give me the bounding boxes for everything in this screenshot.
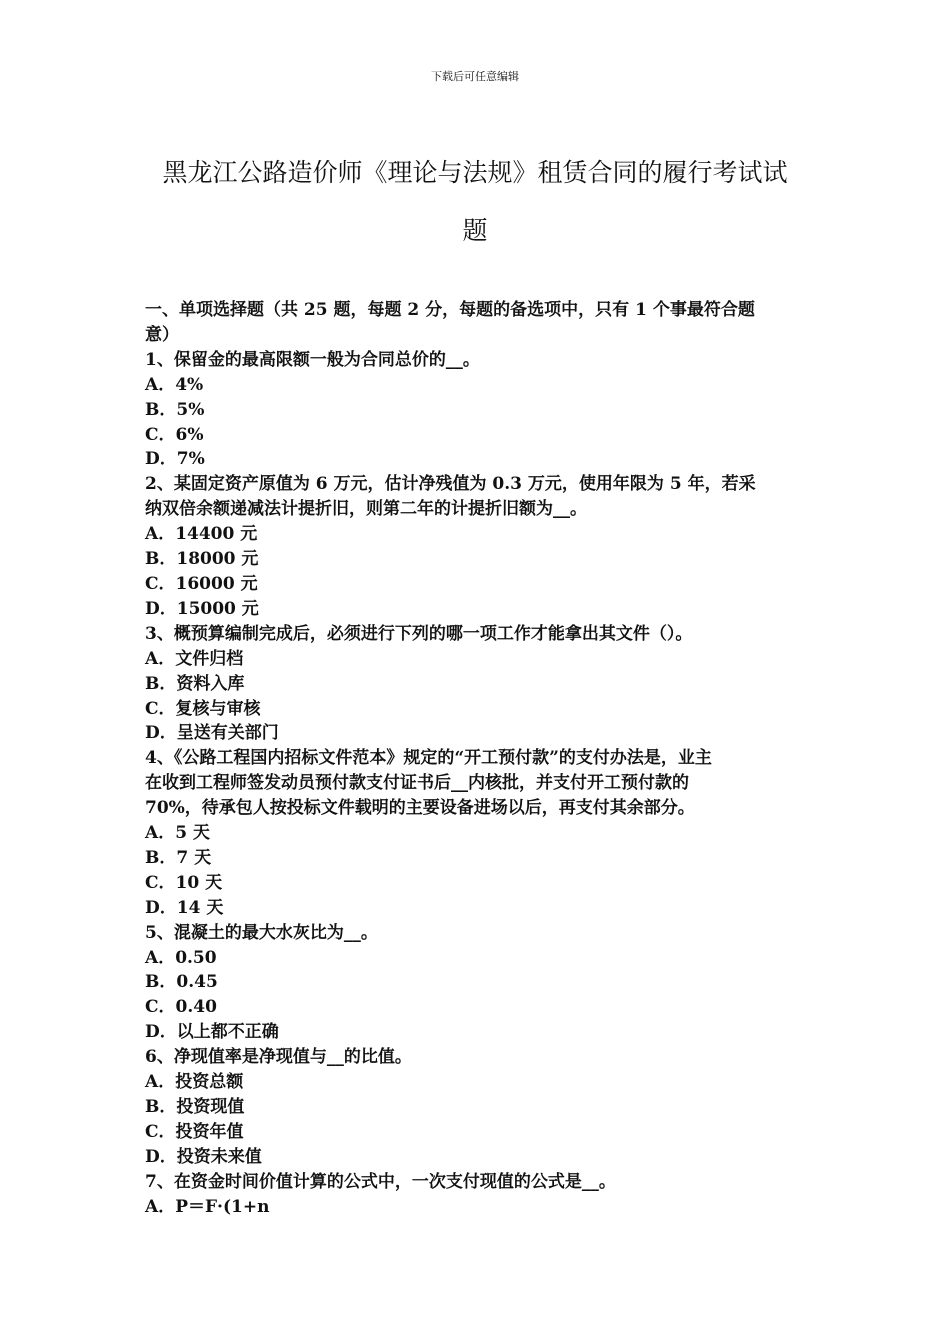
- q6-option-b: B．投资现值: [145, 1097, 245, 1117]
- q4-option-b: B．7 天: [145, 847, 212, 868]
- q6-option-c: C．投资年值: [145, 1121, 244, 1142]
- q1-option-d: D．7%: [145, 449, 205, 470]
- title-line-1: 黑龙江公路造价师《理论与法规》租赁合同的履行考试试: [162, 158, 788, 187]
- question-7: 7、在资金时间价值计算的公式中，一次支付现值的公式是__。: [145, 1171, 616, 1192]
- q3-option-b: B．资料入库: [145, 673, 245, 694]
- question-1: 1、保留金的最高限额一般为合同总价的__。: [145, 349, 480, 370]
- question-4-line-3: 70%，待承包人按投标文件载明的主要设备进场以后，再支付其余部分。: [145, 798, 695, 819]
- q7-option-a: A．P＝F·(1+n: [145, 1196, 270, 1217]
- question-4-line-2: 在收到工程师签发动员预付款支付证书后__内核批，并支付开工预付款的: [145, 773, 689, 794]
- q2-option-b: B．18000 元: [145, 549, 259, 570]
- q4-option-a: A．5 天: [145, 823, 210, 844]
- q4-option-c: C．10 天: [145, 872, 223, 893]
- title-line-2: 题: [462, 216, 488, 245]
- q5-option-b: B．0.45: [145, 972, 218, 993]
- q1-option-c: C．6%: [145, 424, 204, 445]
- q1-option-b: B．5%: [145, 399, 205, 420]
- q5-option-a: A．0.50: [145, 947, 217, 968]
- section-heading-line-1: 一、单项选择题（共 25 题，每题 2 分，每题的备选项中，只有 1 个事最符合题: [145, 300, 755, 320]
- header-note: 下载后可任意编辑: [431, 70, 519, 83]
- q2-option-a: A．14400 元: [145, 524, 258, 545]
- q3-option-a: A．文件归档: [145, 648, 244, 669]
- q6-option-d: D．投资未来值: [145, 1146, 262, 1167]
- question-3: 3、概预算编制完成后，必须进行下列的哪一项工作才能拿出其文件（）。: [145, 623, 693, 644]
- question-2-line-1: 2、某固定资产原值为 6 万元，估计净残值为 0.3 万元，使用年限为 5 年，若采: [145, 474, 756, 495]
- q2-option-d: D．15000 元: [145, 598, 259, 619]
- q2-option-c: C．16000 元: [145, 573, 258, 594]
- document-title: [140, 144, 810, 260]
- section-heading-line-2: 意）: [145, 324, 179, 345]
- q4-option-d: D．14 天: [145, 897, 224, 918]
- q6-option-a: A．投资总额: [145, 1072, 244, 1093]
- question-6: 6、净现值率是净现值与__的比值。: [145, 1047, 412, 1068]
- question-4-line-1: 4、《公路工程国内招标文件范本》规定的“开工预付款”的支付办法是，业主: [145, 748, 712, 769]
- q5-option-c: C．0.40: [145, 997, 217, 1018]
- q1-option-a: A．4%: [145, 374, 204, 395]
- q3-option-d: D．呈送有关部门: [145, 723, 279, 744]
- q3-option-c: C．复核与审核: [145, 698, 261, 719]
- q5-option-d: D．以上都不正确: [145, 1022, 279, 1043]
- question-5: 5、混凝土的最大水灰比为__。: [145, 922, 378, 943]
- question-2-line-2: 纳双倍余额递减法计提折旧，则第二年的计提折旧额为__。: [145, 499, 587, 520]
- document-body: [145, 298, 810, 1220]
